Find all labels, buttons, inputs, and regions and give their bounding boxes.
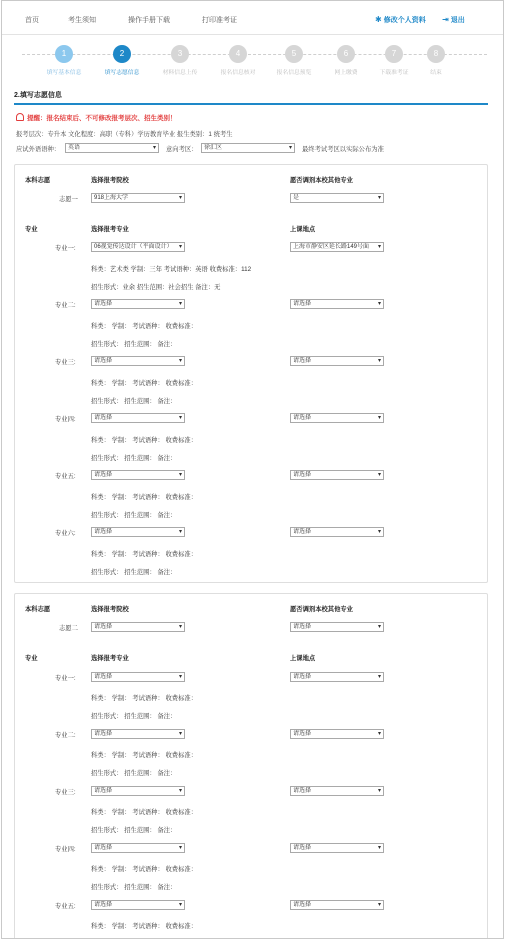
warning-banner	[16, 113, 177, 122]
v2-location-2-select[interactable]: 请选择 ▾	[290, 729, 384, 739]
logout-label: 退出	[450, 17, 465, 24]
step-8	[406, 45, 466, 76]
volunteer-2-adjust-select[interactable]: 请选择 ▾	[290, 622, 384, 632]
step-8-circle: 8	[427, 45, 445, 63]
v2-major-4-detail2: 招生形式： 招生范围： 备注：	[91, 884, 177, 891]
step-2-label: 填写志愿信息	[104, 70, 140, 76]
step-1-label: 填写基本信息	[46, 70, 82, 76]
warning-text: 提醒：报名结束后、不可修改报考层次、招生类别！	[27, 115, 177, 122]
v1-major-4-detail2: 招生形式： 招生范围： 备注：	[91, 455, 177, 462]
volunteer-1-adjust-select[interactable]: 是 ▾	[290, 193, 384, 203]
step-5-circle: 5	[285, 45, 303, 63]
v1-major-4-label: 专业四:	[55, 416, 76, 423]
gear-icon: ✱	[375, 15, 382, 24]
app-frame	[1, 0, 504, 939]
step-3-label: 材料信息上传	[162, 70, 198, 76]
v2-major-4-detail: 科类： 学制： 考试语种： 收费标准：	[91, 866, 197, 873]
v1-major-2-detail: 科类： 学制： 考试语种： 收费标准：	[91, 323, 197, 330]
logout-link[interactable]	[442, 15, 465, 25]
v2-major-3-select[interactable]: 请选择 ▾	[91, 786, 185, 796]
step-8-label: 结束	[430, 70, 442, 76]
step-4-circle: 4	[229, 45, 247, 63]
v1-location-5-select[interactable]: 请选择 ▾	[290, 470, 384, 480]
v1-major-6-detail: 科类： 学制： 考试语种： 收费标准：	[91, 551, 197, 558]
section-title: 2.填写志愿信息	[14, 92, 62, 99]
step-7-label: 下载准考证	[379, 70, 409, 76]
v2-major-2-detail2: 招生形式： 招生范围： 备注：	[91, 770, 177, 777]
step-5-label: 报名信息预览	[276, 70, 312, 76]
major-section-label-2: 专业	[25, 655, 38, 662]
step-1	[34, 45, 94, 76]
v1-major-5-select[interactable]: 请选择 ▾	[91, 470, 185, 480]
v1-major-6-detail2: 招生形式： 招生范围： 备注：	[91, 569, 177, 576]
school-section-label: 本科志愿	[25, 177, 51, 184]
v1-major-2-label: 专业二:	[55, 302, 76, 309]
volunteer-1-panel	[14, 164, 488, 583]
nav-notice[interactable]: 考生须知	[68, 17, 96, 24]
v1-major-4-select[interactable]: 请选择 ▾	[91, 413, 185, 423]
v1-location-3-select[interactable]: 请选择 ▾	[290, 356, 384, 366]
v2-major-5-select[interactable]: 请选择 ▾	[91, 900, 185, 910]
step-6-label: 网上缴费	[334, 70, 358, 76]
v1-major-6-label: 专业六:	[55, 530, 76, 537]
v2-major-3-detail: 科类： 学制： 考试语种： 收费标准：	[91, 809, 197, 816]
volunteer-1-name: 志愿一	[59, 196, 78, 203]
language-label: 应试外语语种：	[16, 146, 61, 153]
choose-school-header: 选择报考院校	[91, 177, 129, 184]
step-6-circle: 6	[337, 45, 355, 63]
v1-major-4-detail: 科类： 学制： 考试语种： 收费标准：	[91, 437, 197, 444]
v1-major-3-detail: 科类： 学制： 考试语种： 收费标准：	[91, 380, 197, 387]
adjust-header-2: 愿否调剂本校其他专业	[290, 606, 353, 613]
volunteer-2-panel	[14, 593, 488, 939]
choose-major-header: 选择报考专业	[91, 226, 129, 233]
v1-major-5-label: 专业五:	[55, 473, 76, 480]
v2-major-3-label: 专业三:	[55, 789, 76, 796]
area-note: 最终考试考区以实际公布为准	[302, 146, 384, 153]
v2-major-2-label: 专业二:	[55, 732, 76, 739]
logout-icon: ⇥	[442, 15, 449, 24]
top-nav	[2, 1, 504, 35]
nav-manual[interactable]: 操作手册下载	[128, 17, 170, 24]
v2-location-5-select[interactable]: 请选择 ▾	[290, 900, 384, 910]
volunteer-2-school-select[interactable]: 请选择 ▾	[91, 622, 185, 632]
v2-location-4-select[interactable]: 请选择 ▾	[290, 843, 384, 853]
applicant-info: 报考层次：专升本 文化程度：高职（专科）学历教育毕业 报生类别：1 统考生	[16, 131, 233, 138]
v1-major-6-select[interactable]: 请选择 ▾	[91, 527, 185, 537]
v1-major-3-detail2: 招生形式： 招生范围： 备注：	[91, 398, 177, 405]
major-section-label: 专业	[25, 226, 38, 233]
v2-major-1-detail: 科类： 学制： 考试语种： 收费标准：	[91, 695, 197, 702]
step-1-circle: 1	[55, 45, 73, 63]
step-5	[264, 45, 324, 76]
v1-location-1-select[interactable]: 上海市静安区延长路149号面 ▾	[290, 242, 384, 252]
v2-major-5-detail: 科类： 学制： 考试语种： 收费标准：	[91, 923, 197, 930]
step-7-circle: 7	[385, 45, 403, 63]
v1-major-2-detail2: 招生形式： 招生范围： 备注：	[91, 341, 177, 348]
v2-major-4-select[interactable]: 请选择 ▾	[91, 843, 185, 853]
choose-school-header-2: 选择报考院校	[91, 606, 129, 613]
v1-major-5-detail: 科类： 学制： 考试语种： 收费标准：	[91, 494, 197, 501]
section-divider	[14, 103, 488, 105]
nav-print[interactable]: 打印准考证	[202, 17, 237, 24]
v2-major-1-detail2: 招生形式： 招生范围： 备注：	[91, 713, 177, 720]
v1-major-5-detail2: 招生形式： 招生范围： 备注：	[91, 512, 177, 519]
v2-location-3-select[interactable]: 请选择 ▾	[290, 786, 384, 796]
adjust-header: 愿否调剂本校其他专业	[290, 177, 353, 184]
edit-profile-link[interactable]	[375, 15, 426, 25]
v1-major-1-select[interactable]: 06视觉传达设计（平面设计） ▾	[91, 242, 185, 252]
location-header: 上课地点	[290, 226, 316, 233]
v2-major-1-select[interactable]: 请选择 ▾	[91, 672, 185, 682]
step-4	[208, 45, 268, 76]
step-2	[92, 45, 152, 76]
v1-major-1-label: 专业一:	[55, 245, 76, 252]
school-section-label-2: 本科志愿	[25, 606, 51, 613]
step-3	[150, 45, 210, 76]
step-4-label: 报名信息核对	[220, 70, 256, 76]
v1-location-2-select[interactable]: 请选择 ▾	[290, 299, 384, 309]
v1-location-6-select[interactable]: 请选择 ▾	[290, 527, 384, 537]
v2-major-3-detail2: 招生形式： 招生范围： 备注：	[91, 827, 177, 834]
area-label: 意向考区：	[166, 146, 198, 153]
bell-icon	[16, 113, 24, 121]
v1-major-3-select[interactable]: 请选择 ▾	[91, 356, 185, 366]
step-2-circle: 2	[113, 45, 131, 63]
v1-major-1-detail: 科类：艺术类 学制：三年 考试语种：英语 收费标准：112	[91, 266, 252, 273]
choose-major-header-2: 选择报考专业	[91, 655, 129, 662]
v1-major-3-label: 专业三:	[55, 359, 76, 366]
step-3-circle: 3	[171, 45, 189, 63]
v1-location-4-select[interactable]: 请选择 ▾	[290, 413, 384, 423]
v2-major-2-detail: 科类： 学制： 考试语种： 收费标准：	[91, 752, 197, 759]
language-select[interactable]: 英语 ▾	[65, 143, 159, 153]
v2-location-1-select[interactable]: 请选择 ▾	[290, 672, 384, 682]
location-header-2: 上课地点	[290, 655, 316, 662]
v1-major-1-detail2: 招生形式：业余 招生范围：社会招生 备注：无	[91, 284, 221, 291]
volunteer-2-name: 志愿二	[59, 625, 78, 632]
volunteer-1-school-select[interactable]: 918上海大学 ▾	[91, 193, 185, 203]
area-select[interactable]: 徐汇区 ▾	[201, 143, 295, 153]
v1-major-2-select[interactable]: 请选择 ▾	[91, 299, 185, 309]
v2-major-5-label: 专业五:	[55, 903, 76, 910]
step-progress	[2, 37, 504, 83]
edit-profile-label: 修改个人资料	[383, 17, 426, 24]
v2-major-4-label: 专业四:	[55, 846, 76, 853]
v2-major-1-label: 专业一:	[55, 675, 76, 682]
nav-home[interactable]: 首页	[25, 17, 39, 24]
v2-major-2-select[interactable]: 请选择 ▾	[91, 729, 185, 739]
